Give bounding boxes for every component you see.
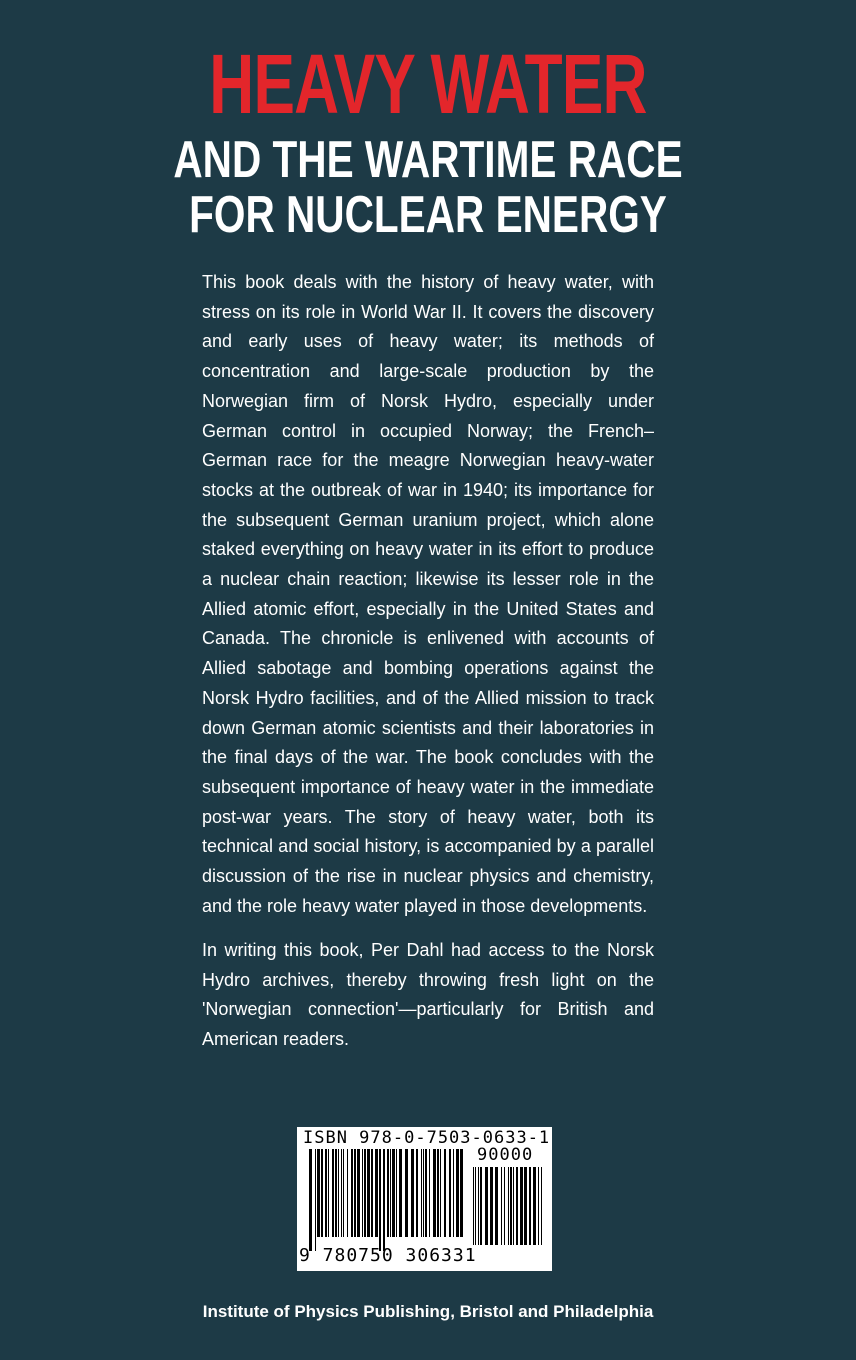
ean-digits: 9 780750 306331	[299, 1245, 477, 1266]
barcode-bar	[354, 1149, 356, 1237]
ean-barcode-bars	[309, 1149, 465, 1251]
barcode-bar	[529, 1167, 531, 1245]
book-subtitle-line-1: AND THE WARTIME RACE	[173, 131, 683, 189]
barcode-bar	[325, 1149, 327, 1237]
barcode-bar	[429, 1149, 430, 1237]
barcode-bar	[357, 1149, 360, 1237]
barcode-bar	[405, 1149, 408, 1237]
barcode-bar	[317, 1149, 320, 1237]
barcode-bar	[338, 1149, 339, 1237]
barcode-bar	[387, 1149, 389, 1237]
barcode-bar	[460, 1149, 463, 1237]
addon-barcode-bars	[473, 1167, 543, 1259]
barcode-bar	[538, 1167, 539, 1245]
barcode-bar	[379, 1149, 381, 1251]
barcode-bar	[392, 1149, 395, 1237]
barcode-bar	[495, 1167, 498, 1245]
barcode-bar	[351, 1149, 353, 1237]
barcode-bar	[524, 1167, 527, 1245]
barcode-bar	[473, 1167, 474, 1245]
barcode-bar	[421, 1149, 422, 1237]
barcode-bar	[423, 1149, 424, 1237]
barcode-bar	[520, 1167, 523, 1245]
barcode-bar	[364, 1149, 366, 1237]
barcode-bar	[516, 1167, 518, 1245]
barcode-bar	[362, 1149, 363, 1237]
barcode-bar	[425, 1149, 427, 1237]
barcode-bar	[541, 1167, 542, 1245]
barcode-bar	[411, 1149, 414, 1237]
barcode-bar	[508, 1167, 509, 1245]
barcode-bar	[399, 1149, 402, 1237]
barcode-bar	[335, 1149, 337, 1237]
barcode-bar	[504, 1167, 505, 1245]
barcode-bar	[478, 1167, 479, 1245]
barcode-bar	[309, 1149, 312, 1251]
publisher-imprint: Institute of Physics Publishing, Bristol and Philadelphia	[202, 1302, 654, 1321]
barcode-bar	[383, 1149, 385, 1251]
blurb-paragraph-1: This book deals with the history of heavy water, with stress on its role in World War II. It covers the discovery and early uses of heavy water; its methods of concentration and large-scale production by the Norwegian firm of Norsk Hydro, especially under German control in occupied Norway; the French–German race for the meagre Norwegian heavy-water stocks at the outbreak of war in 1940; its importance for the subsequent German uranium project, which alone staked everything on heavy water in its effort to produce a nuclear chain reaction; likewise its lesser role in the Allied atomic effort, especially in the United States and Canada. The chronicle is enlivened with accounts of Allied sabotage and bombing operations against the Norsk Hydro facilities, and of the Allied mission to track down German atomic scientists and their laboratories in the final days of the war. The book concludes with the subsequent importance of heavy water in the immediate post-war years. The story of heavy water, both its technical and social history, is accompanied by a parallel discussion of the rise in nuclear physics and chemistry, and the role heavy water played in those developments.	[202, 272, 654, 916]
barcode-bar	[449, 1149, 451, 1237]
barcode-bar	[341, 1149, 342, 1237]
barcode-bar	[480, 1167, 482, 1245]
barcode-bar	[444, 1149, 446, 1237]
barcode-bar	[475, 1167, 476, 1245]
barcode-bar	[396, 1149, 397, 1237]
barcode-bar	[328, 1149, 329, 1237]
barcode-bar	[371, 1149, 373, 1237]
book-subtitle-line-2: FOR NUCLEAR ENERGY	[189, 186, 667, 244]
isbn-barcode	[297, 1127, 552, 1271]
price-code: 90000	[477, 1145, 534, 1165]
barcode-bar	[513, 1167, 514, 1245]
isbn-number: ISBN 978-0-7503-0633-1	[303, 1128, 551, 1148]
barcode-bar	[416, 1149, 418, 1237]
barcode-bar	[390, 1149, 391, 1237]
barcode-bar	[440, 1149, 441, 1237]
barcode-bar	[453, 1149, 454, 1237]
barcode-bar	[433, 1149, 436, 1237]
blurb-paragraph-2: In writing this book, Per Dahl had access to the Norsk Hydro archives, thereby throwing fresh light on the 'Norwegian connection'—particularly for British and American readers.	[202, 940, 654, 1050]
barcode-bar	[343, 1149, 344, 1237]
book-title: HEAVY WATER	[209, 37, 647, 131]
barcode-bar	[315, 1149, 316, 1251]
barcode-bar	[533, 1167, 536, 1245]
barcode-bar	[437, 1149, 439, 1237]
barcode-bar	[332, 1149, 334, 1237]
barcode-bar	[456, 1149, 459, 1237]
barcode-bar	[485, 1167, 488, 1245]
barcode-bar	[510, 1167, 512, 1245]
barcode-bar	[321, 1149, 323, 1237]
barcode-bar	[347, 1149, 348, 1237]
barcode-bar	[367, 1149, 370, 1237]
barcode-bar	[490, 1167, 493, 1245]
barcode-bar	[375, 1149, 378, 1237]
barcode-bar	[501, 1167, 502, 1245]
